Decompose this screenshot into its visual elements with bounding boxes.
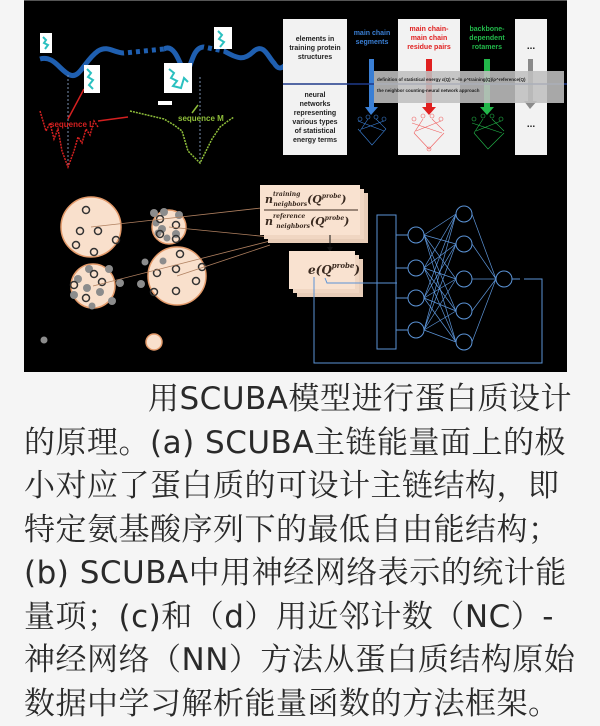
svg-text:...: ... [526,41,536,52]
approach-label: the neighbor counting-neural network approach [377,88,480,93]
svg-text:dependent: dependent [469,35,505,42]
figure-caption [24,378,584,726]
sequence-L-label: sequence L [50,120,95,129]
svg-text:main chain: main chain [353,30,391,37]
panel-b-statistical-energy-terms [283,19,567,155]
protein-structure-thumbnail [164,63,192,93]
svg-text:networks: networks [299,101,331,108]
neural-network-icon-green [472,114,504,149]
caption-text: 用SCUBA模型进行蛋白质设计的原理。(a) SCUBA主链能量面上的极小对应了蛋白质的可设计主链结构，即特定氨基酸序列下的最低自由能结构；(b) SCUBA中用神经网络表示的统计能量项；(c)和（d）用近邻计数（NC）-神经网络（NN）方法从蛋白质结构原始数据中学习解析能量函数的方法框架。 [24,381,576,722]
numerator: $n^{training}$ $neighbors(Q^{probe})$ [265,191,347,208]
definition-overlay [374,71,564,103]
svg-text:energy terms: energy terms [293,137,337,144]
energy-function: $e(Q^{probe})$ [308,261,361,277]
svg-text:various types: various types [292,119,338,126]
probe-sphere-small [146,334,162,350]
svg-text:rotamers: rotamers [472,44,502,51]
svg-text:...: ... [526,119,536,130]
neural-network-icon-blue [358,115,386,145]
svg-text:main chain: main chain [410,35,448,42]
input-layer-bar [377,215,396,349]
panel-c-neighbor-counting [41,197,271,350]
svg-text:backbone-: backbone- [469,26,505,33]
svg-text:segments: segments [355,39,389,46]
protein-structure-thumbnail [214,27,232,49]
scuba-figure [24,0,567,372]
denominator: $n^{reference}$ $neighbors(Q^{probe})$ [265,213,350,230]
svg-text:representing: representing [293,110,337,117]
figure-graphics [24,1,567,372]
svg-text:main chain-: main chain- [409,26,449,33]
statistical-energy-definition: definition of statistical energy ε(Q) = −ln ρ^training(Q)/ρ^reference(Q) [377,77,526,82]
sequence-M-label: sequence M [178,114,224,123]
svg-text:training protein: training protein [289,45,341,52]
svg-text:neural: neural [304,92,326,99]
svg-text:of statistical: of statistical [294,128,336,135]
svg-text:residue pairs: residue pairs [407,44,451,51]
svg-text:elements in: elements in [295,36,335,43]
panel-d-nc-nn-framework [260,185,542,363]
svg-text:structures: structures [297,54,333,61]
panel-a-energy-landscape [40,27,314,167]
